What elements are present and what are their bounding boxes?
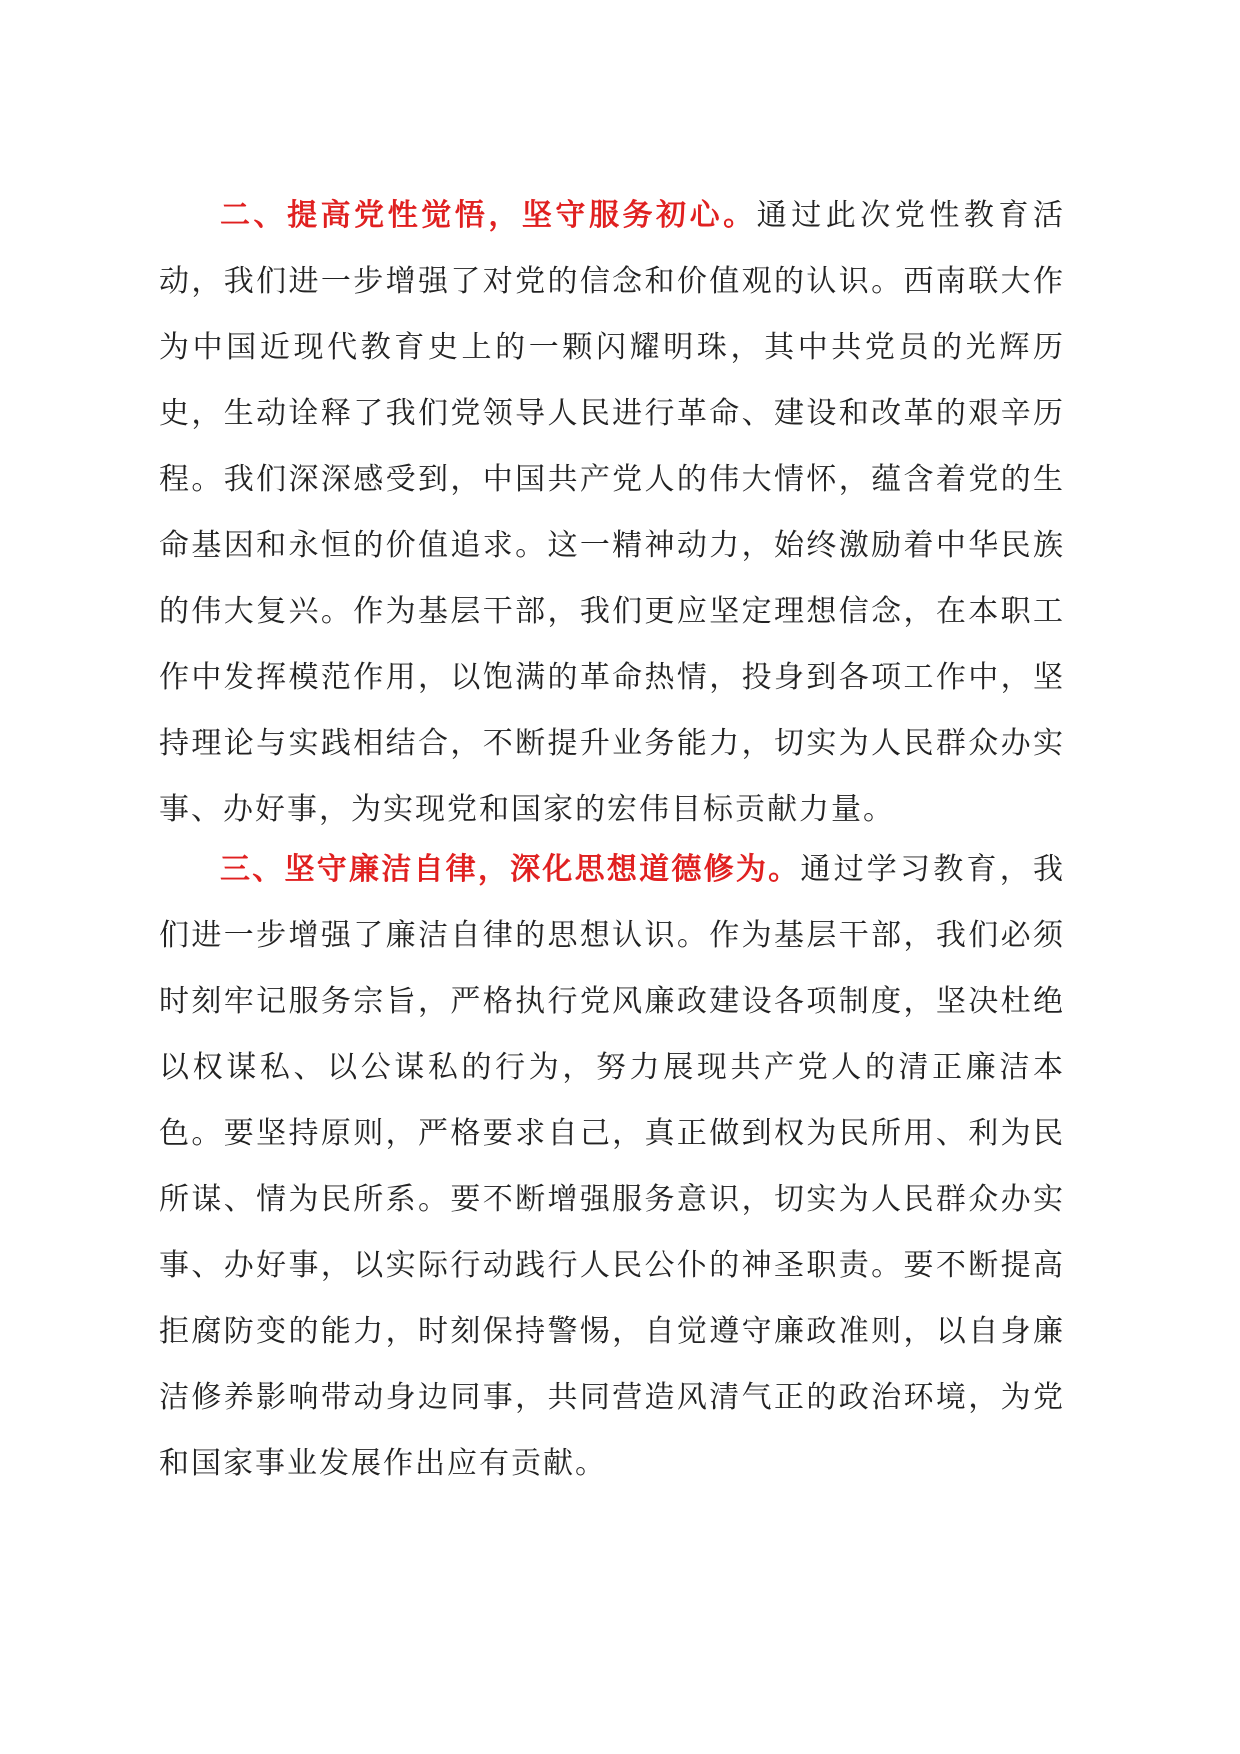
section-paragraph-3: [159, 837, 1065, 1497]
section-paragraph-2: [159, 183, 1065, 843]
section-body-3: 通过学习教育，我们进一步增强了廉洁自律的思想认识。作为基层干部，我们必须时刻牢记服务宗旨，严格执行党风廉政建设各项制度，坚决杜绝以权谋私、以公谋私的行为，努力展现共产党人的清正廉洁本色。要坚持原则，严格要求自己，真正做到权为民所用、利为民所谋、情为民所系。要不断增强服务意识，切实为人民群众办实事、办好事，以实际行动践行人民公仆的神圣职责。要不断提高拒腐防变的能力，时刻保持警惕，自觉遵守廉政准则，以自身廉洁修养影响带动身边同事，共同营造风清气正的政治环境，为党和国家事业发展作出应有贡献。: [159, 852, 1066, 1481]
section-heading-3: 三、坚守廉洁自律，深化思想道德修为。: [220, 852, 801, 887]
section-heading-2: 二、提高党性觉悟，坚守服务初心。: [220, 198, 757, 233]
section-body-2: 通过此次党性教育活动，我们进一步增强了对党的信念和价值观的认识。西南联大作为中国近现代教育史上的一颗闪耀明珠，其中共党员的光辉历史，生动诠释了我们党领导人民进行革命、建设和改革的艰辛历程。我们深深感受到，中国共产党人的伟大情怀，蕴含着党的生命基因和永恒的价值追求。这一精神动力，始终激励着中华民族的伟大复兴。作为基层干部，我们更应坚定理想信念，在本职工作中发挥模范作用，以饱满的革命热情，投身到各项工作中，坚持理论与实践相结合，不断提升业务能力，切实为人民群众办实事、办好事，为实现党和国家的宏伟目标贡献力量。: [159, 198, 1066, 827]
